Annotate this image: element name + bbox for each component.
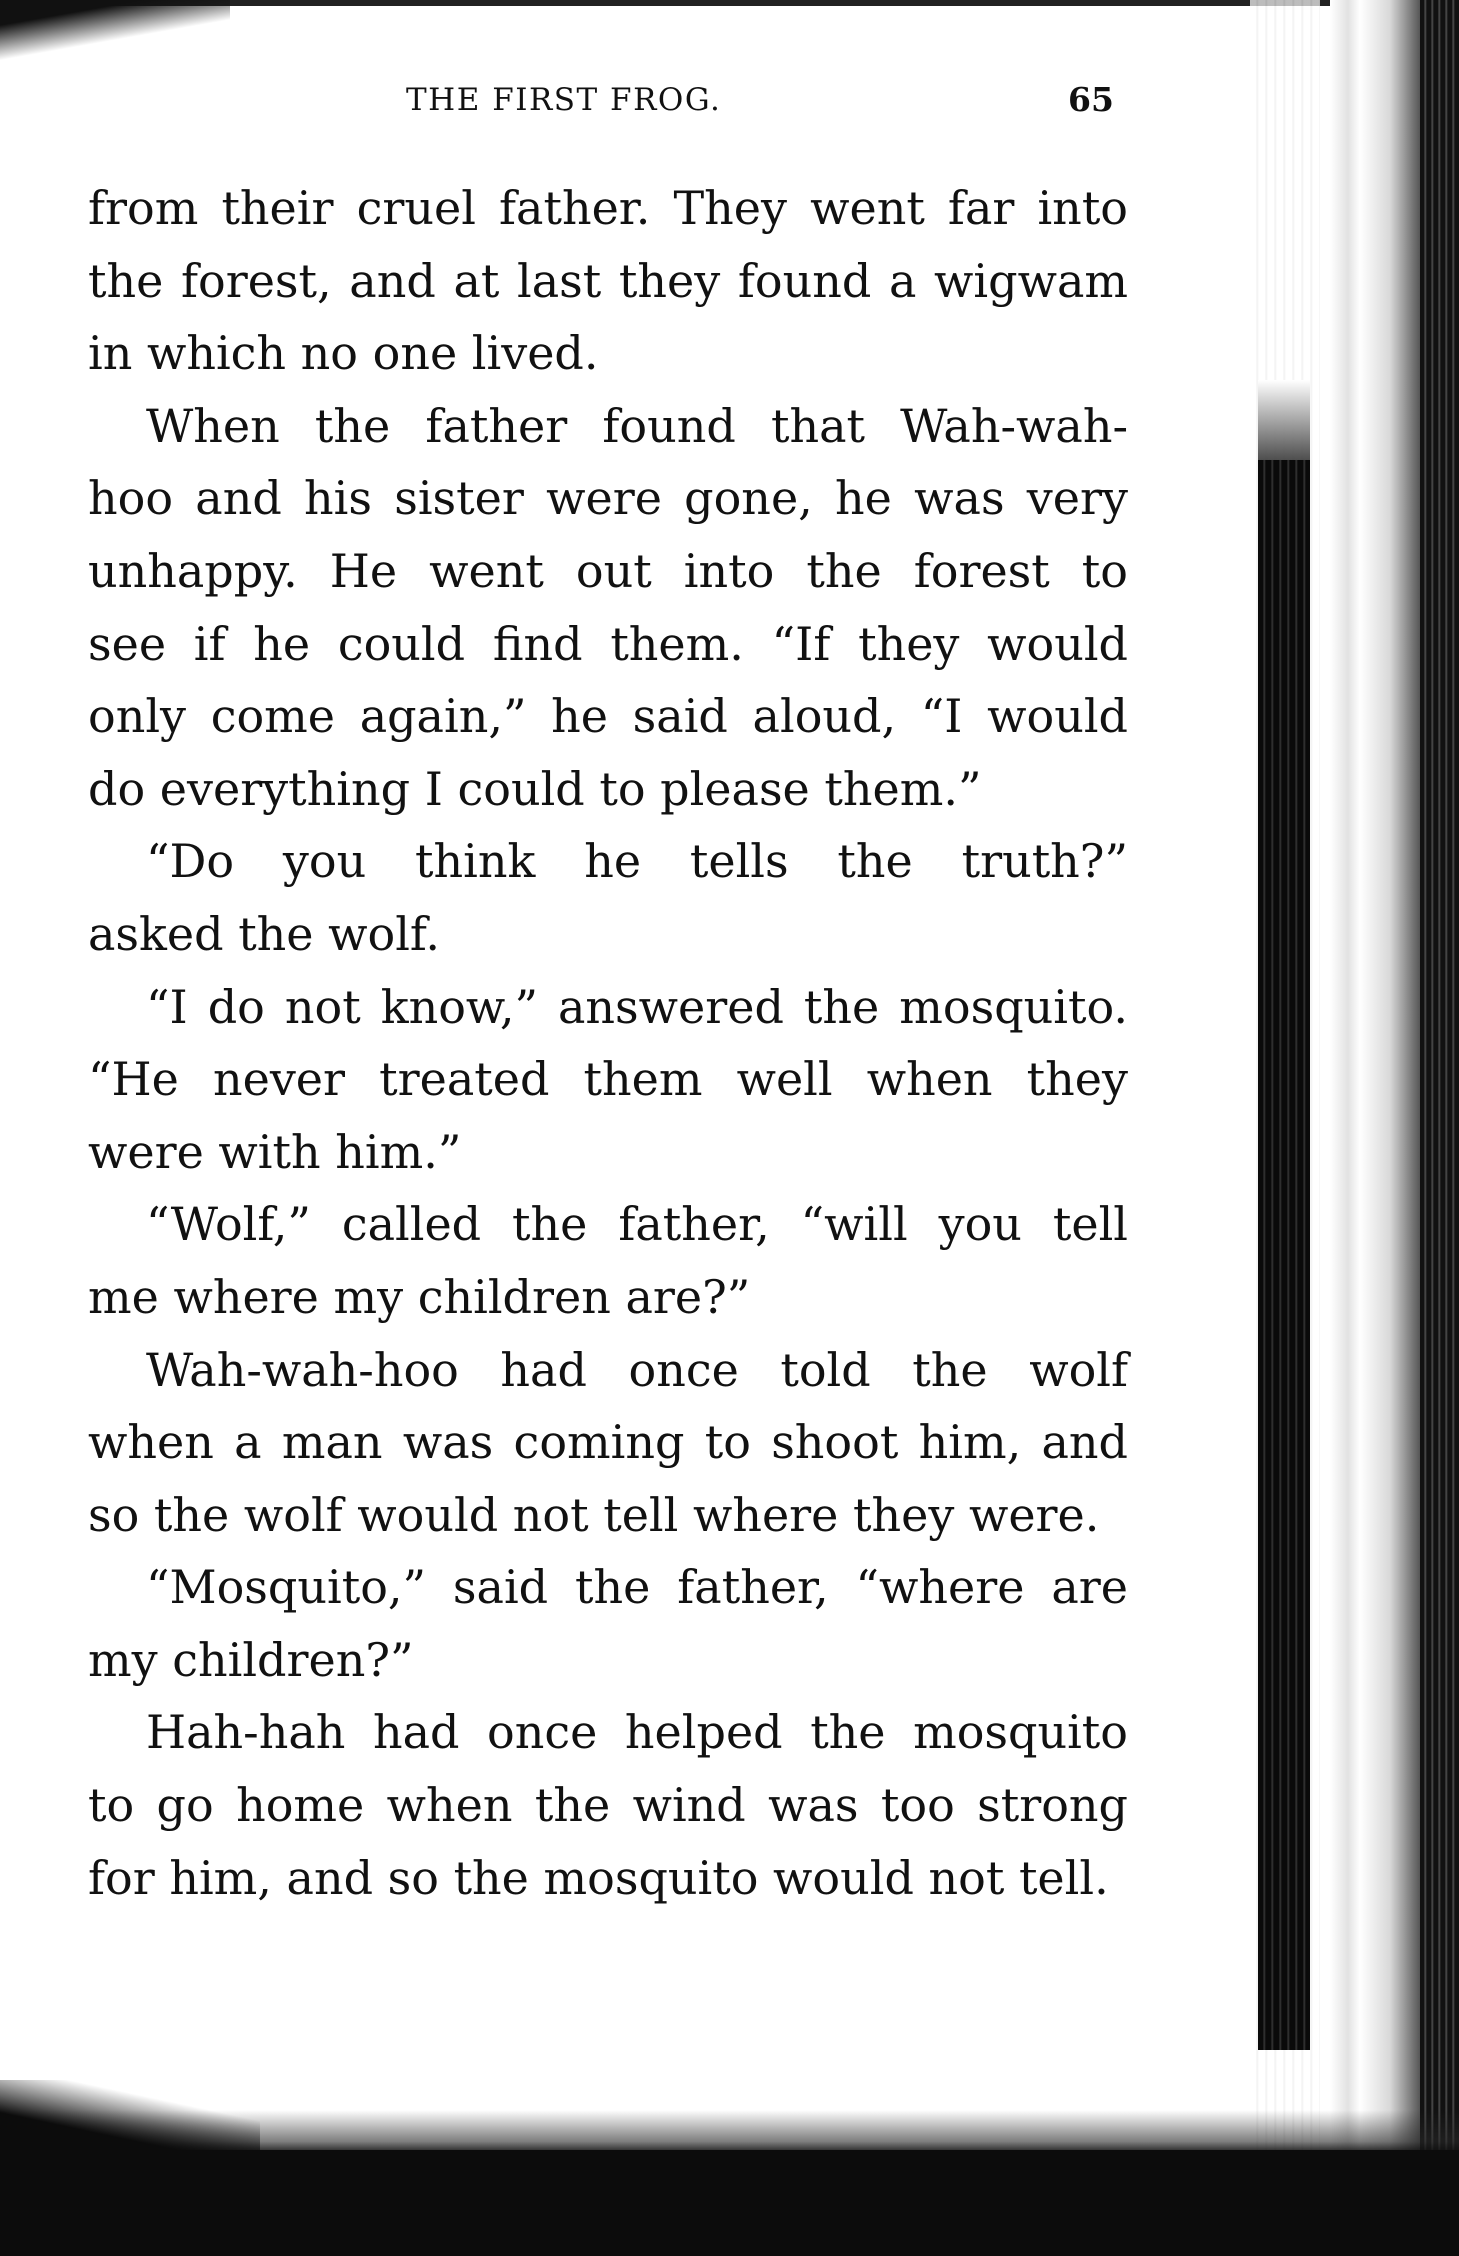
text-line: only come again,” he said aloud, “I would — [88, 689, 1128, 744]
running-head — [88, 82, 1138, 132]
text-line: hoo and his sister were gone, he was very — [88, 471, 1128, 526]
text-line: my children?” — [88, 1632, 414, 1687]
page-number: 65 — [1068, 80, 1114, 119]
text-line: “I do not know,” answered the mosquito. — [146, 979, 1128, 1034]
binding-gutter-shadow — [1258, 460, 1310, 2050]
text-line: me where my children are?” — [88, 1269, 751, 1324]
text-line: Wah-wah-hoo had once told the wolf — [146, 1342, 1128, 1397]
text-line: do everything I could to please them.” — [88, 761, 982, 816]
scan-bottom-band — [0, 2150, 1459, 2256]
body-text — [88, 172, 1128, 1914]
text-line: were with him.” — [88, 1124, 462, 1179]
text-line: When the father found that Wah-wah- — [146, 398, 1128, 453]
text-line: the forest, and at last they found a wigwam — [88, 253, 1128, 308]
text-line: “Mosquito,” said the father, “where are — [146, 1560, 1128, 1615]
scan-bottom-curve — [0, 2080, 260, 2160]
text-line: Hah-hah had once helped the mosquito — [146, 1705, 1128, 1760]
scan-corner-shadow — [0, 0, 230, 60]
text-line: in which no one lived. — [88, 326, 599, 381]
text-line: see if he could find them. “If they would — [88, 616, 1128, 671]
book-spine-strip — [1420, 0, 1459, 2256]
text-line: to go home when the wind was too strong — [88, 1778, 1128, 1833]
text-line: for him, and so the mosquito would not tell. — [88, 1850, 1109, 1905]
text-line: unhappy. He went out into the forest to — [88, 543, 1128, 598]
text-line: from their cruel father. They went far into — [88, 181, 1128, 235]
text-line: “He never treated them well when they — [88, 1052, 1128, 1107]
text-line: so the wolf would not tell where they were. — [88, 1487, 1100, 1542]
text-line: “Do you think he tells the truth?” — [146, 834, 1128, 889]
running-title: THE FIRST FROG. — [406, 82, 722, 118]
text-line: asked the wolf. — [88, 906, 440, 961]
text-line: when a man was coming to shoot him, and — [88, 1415, 1128, 1470]
text-line: “Wolf,” called the father, “will you tell — [146, 1197, 1128, 1252]
